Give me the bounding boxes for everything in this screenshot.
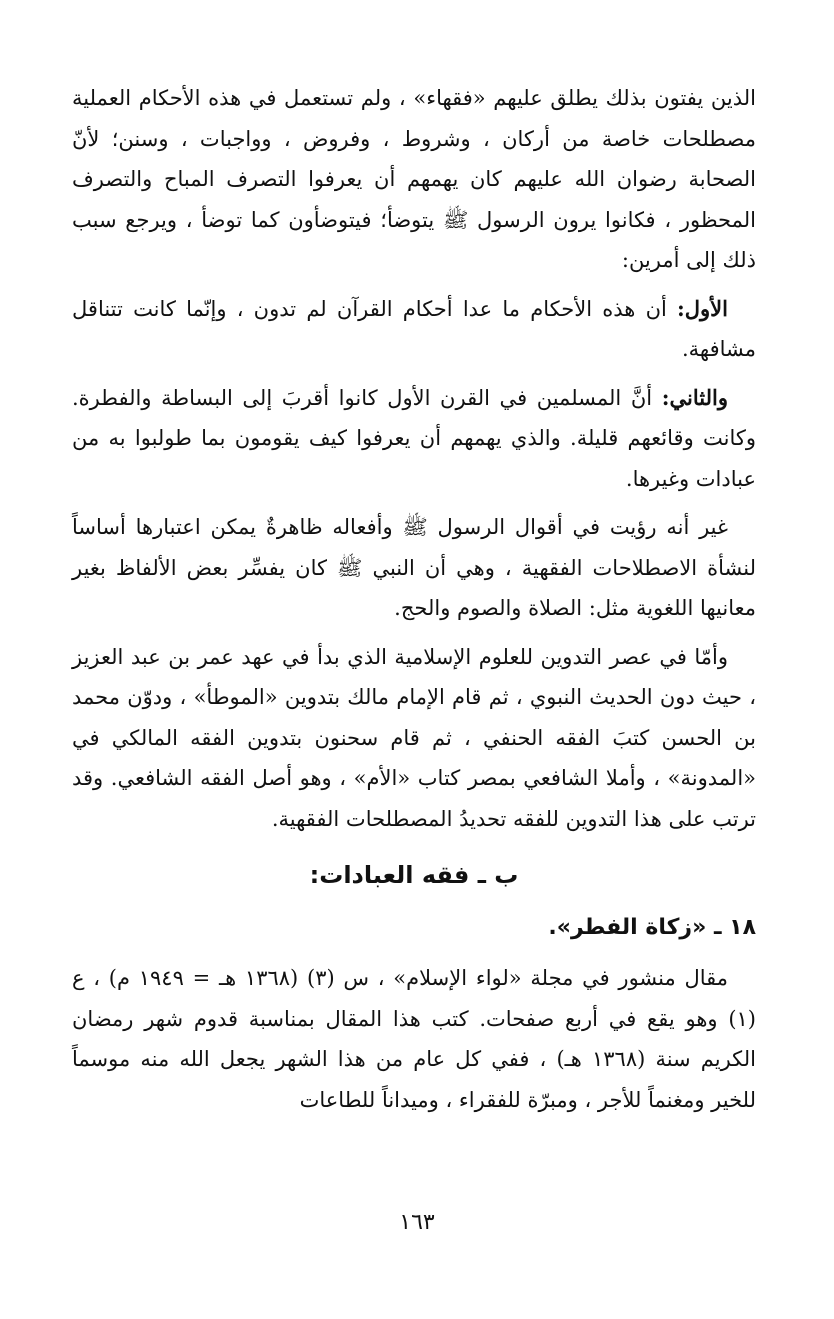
page-body [72,78,756,1259]
paragraph-article-description: مقال منشور في مجلة «لواء الإسلام» ، س (٣) (١٣٦٨ هـ = ١٩٤٩ م) ، ع (١) وهو يقع في أربع صفحات. كتب هذا المقال بمناسبة قدوم شهر رمضان الكريم سنة (١٣٦٨ هـ) ، ففي كل عام من هذا الشهر يجعل الله منه موسماً للخير ومغنماً للأجر ، ومبرّة للفقراء ، وميداناً للطاعات [72,966,756,1112]
paragraph-first-reason [72,289,756,370]
first-reason-label: الأول: [677,295,728,321]
first-reason-text: أن هذه الأحكام ما عدا أحكام القرآن لم تدون ، وإنّما كانت تتناقل مشافهة. [72,296,756,361]
paragraph-prophet-terms: غير أنه رؤيت في أقوال الرسول ﷺ وأفعاله ظاهرةٌ يمكن اعتبارها أساساً لنشأة الاصطلاحات الفقهية ، وهي أن النبي ﷺ كان يفسِّر بعض الألفاظ بغير معانيها اللغوية مثل: الصلاة والصوم والحج. [72,515,756,620]
paragraph-codification: وأمّا في عصر التدوين للعلوم الإسلامية الذي بدأ في عهد عمر بن عبد العزيز ، حيث دون الحديث النبوي ، ثم قام الإمام مالك بتدوين «الموطأ» ، ودوّن محمد بن الحسن كتبَ الفقه الحنفي ، ثم قام سحنون بتدوين الفقه المالكي في «المدونة» ، وأملا الشافعي بمصر كتاب «الأم» ، وهو أصل الفقه الشافعي. وقد ترتب على هذا التدوين للفقه تحديدُ المصطلحات الفقهية. [72,644,756,831]
second-reason-text: أنَّ المسلمين في القرن الأول كانوا أقربَ إلى البساطة والفطرة. وكانت وقائعهم قليلة. والذي يهمهم أن يعرفوا كيف يقومون بما طولبوا به من عبادات وغيرها. [72,385,756,491]
item-heading: ١٨ ـ «زكاة الفطر». [548,915,756,940]
section-heading: ب ـ فقه العبادات: [309,861,519,889]
second-reason-label: والثاني: [661,384,728,410]
paragraph-second-reason [72,378,756,500]
paragraph-intro: الذين يفتون بذلك يطلق عليهم «فقهاء» ، ولم تستعمل في هذه الأحكام العملية مصطلحات خاصة من أركان ، وشروط ، وفروض ، وواجبات ، وسنن؛ لأنّ الصحابة رضوان الله عليهم كان يهمهم أن يعرفوا التصرف المباح والتصرف المحظور ، فكانوا يرون الرسول ﷺ يتوضأ؛ فيتوضأون كما توضأ ، ويرجع سبب ذلك إلى أمرين: [72,86,756,272]
page-number: ١٦٣ [399,1210,435,1235]
